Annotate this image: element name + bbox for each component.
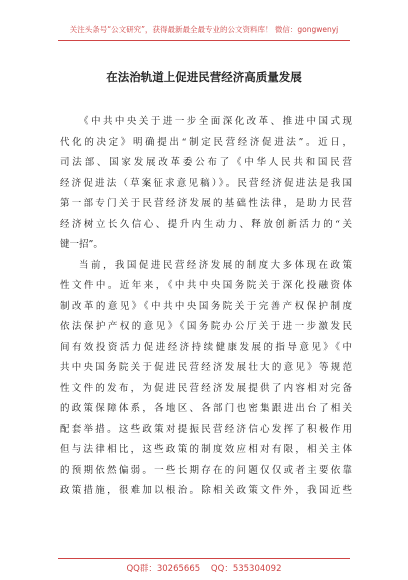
body-line: 依法保护产权的意见》《国务院办公厅关于进一步激发民 [60, 321, 352, 332]
body-line: 共中央国务院关于促进民营经济发展壮大的意见》等规范 [60, 362, 352, 373]
header-banner: 关注头条号“公文研究”，获得最新最全最专业的公文资料库！ 微信：gongwenyj [69, 25, 339, 34]
body-line: 代化的决定》明确提出“制定民营经济促进法”。近日， [60, 136, 352, 148]
body-line: 当前，我国促进民营经济发展的制度大多体现在政策 [79, 259, 352, 271]
body-line: 经济促进法（草案征求意见稿）》。民营经济促进法是我国 [60, 177, 352, 189]
body-line: 的预期依然偏弱。一些长期存在的问题仅仅或者主要依靠 [60, 464, 352, 476]
document-body [60, 112, 352, 502]
body-line: 但与法律相比，这些政策的制度效应相对有限，相关主体 [60, 444, 352, 455]
footer-contact: QQ群：30265665 QQ：535304092 [126, 564, 282, 574]
header-rule [58, 40, 350, 41]
body-line: 配套举措。这些政策对提振民营经济信心发挥了积极作用 [60, 423, 352, 435]
body-line: 制改革的意见》《中共中央国务院关于完善产权保护制度 [60, 300, 352, 312]
footer-rule [58, 558, 350, 559]
body-line: 经济树立长久信心、提升内生动力、释放创新活力的“关 [60, 218, 352, 230]
body-line: 政策措施，很难加以根治。除相关政策文件外，我国近些 [60, 485, 352, 496]
body-line: 的政策保障体系，各地区、各部门也密集跟进出台了相关 [60, 403, 352, 414]
body-line: 性文件中。近年来，《中共中央国务院关于深化投融资体 [60, 280, 352, 291]
document-title: 在法治轨道上促进民营经济高质量发展 [106, 70, 302, 84]
body-line: 键一招”。 [60, 239, 103, 250]
body-line: 性文件的发布，为促进民营经济发展提供了内容相对完备 [60, 382, 352, 394]
body-line: 间有效投资活力促进经济持续健康发展的指导意见》《中 [60, 341, 352, 353]
body-line: 第一部专门关于民营经济发展的基础性法律，是助力民营 [60, 198, 352, 209]
body-line: 司法部、国家发展改革委公布了《中华人民共和国民营 [60, 157, 352, 168]
body-line: 《中共中央关于进一步全面深化改革、推进中国式现 [79, 116, 352, 127]
